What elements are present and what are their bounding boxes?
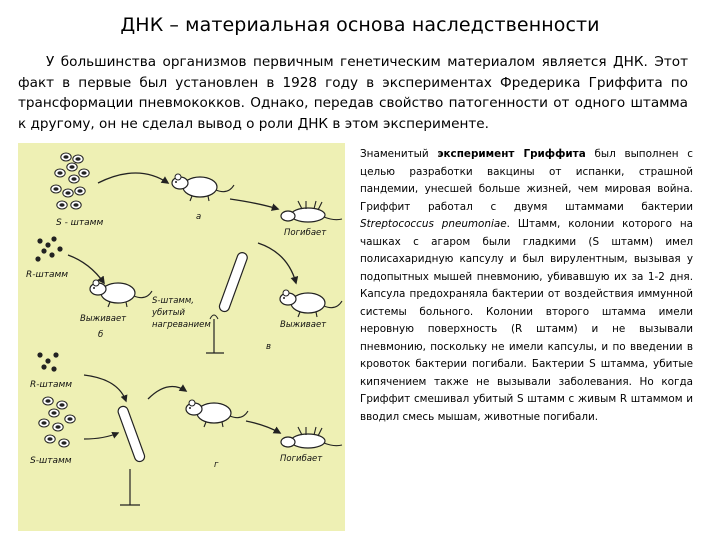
label-s-killed-3: нагреванием — [152, 320, 211, 330]
side-text-species: Streptococcus pneumoniae — [360, 218, 507, 230]
side-text-2: был выполнен с целью разработки вакцины от испанки, страшной пандемии, унесшей больше жизней, чем мировая война. Гриффит работал с двумя штаммами бактерии — [360, 148, 693, 213]
mouse-icon — [90, 280, 152, 307]
label-s-strain: S - штамм — [56, 218, 104, 228]
label-survives-2: Выживает — [280, 320, 327, 330]
side-text-bold: эксперимент Гриффита — [437, 148, 586, 160]
page-title: ДНК – материальная основа наследственности — [120, 14, 600, 36]
mouse-icon — [172, 174, 234, 201]
label-survives-1: Выживает — [80, 314, 127, 324]
panel-b-label: б — [98, 330, 104, 340]
panel-g-label: г — [214, 460, 219, 470]
mouse-icon — [186, 400, 248, 427]
label-r-strain: R-штамм — [26, 270, 69, 280]
panel-v-label: в — [266, 342, 272, 352]
r-strain-cells-2 — [37, 352, 58, 371]
label-s-killed-2: убитый — [152, 308, 185, 318]
r-strain-cells — [35, 236, 62, 261]
side-text-1: Знаменитый — [360, 148, 438, 160]
griffith-experiment-figure — [18, 143, 345, 531]
s-strain-cells-2 — [39, 397, 75, 447]
label-died-2: Погибает — [280, 454, 323, 464]
mouse-icon — [280, 290, 342, 317]
panel-a-label: а — [196, 212, 202, 222]
side-text-3: . Штамм, колонии которого на чашках с агаром были гладкими (S штамм) имел полисахаридную капсулу и был вирулентным, вызывая у подопытных мышей пневмонию, убивавшую их за 1-2 дня. Капсула предохраняла бактерии от воздействия иммунной системы больного. Колонии второго штамма имели неровную поверхность (R штамм) и не вызывали пневмонию, поскольку не имели капсулы, и по введении в кровоток бактерии погибали. Бактерии S штамма, убитые кипячением также не вызывали заболевания. Но когда Гриффит смешивал убитый S штамм с живым R штаммом и вводил смесь мышам, животные погибали. — [360, 218, 693, 423]
s-strain-cells — [51, 153, 89, 209]
intro-paragraph: У большинства организмов первичным генетическим материалом является ДНК. Этот факт в первые был установлен в 1928 году в экспериментах Фредерика Гриффита по трансформации пневмококков. Однако, передав свойство патогенности от одного штамма к другому, он не сделал вывод о роли ДНК в этом эксперименте. — [18, 54, 688, 132]
dead-mouse-icon — [281, 427, 342, 448]
test-tube-icon — [206, 251, 249, 353]
side-paragraph — [360, 146, 693, 426]
label-s-strain-2: S-штамм — [30, 456, 72, 466]
experiment-illustration — [18, 143, 345, 531]
label-died-1: Погибает — [284, 228, 327, 238]
mixing-tube-icon — [117, 405, 146, 505]
label-r-strain-2: R-штамм — [30, 380, 73, 390]
label-s-killed-1: S-штамм, — [152, 296, 194, 306]
dead-mouse-icon — [281, 201, 342, 222]
